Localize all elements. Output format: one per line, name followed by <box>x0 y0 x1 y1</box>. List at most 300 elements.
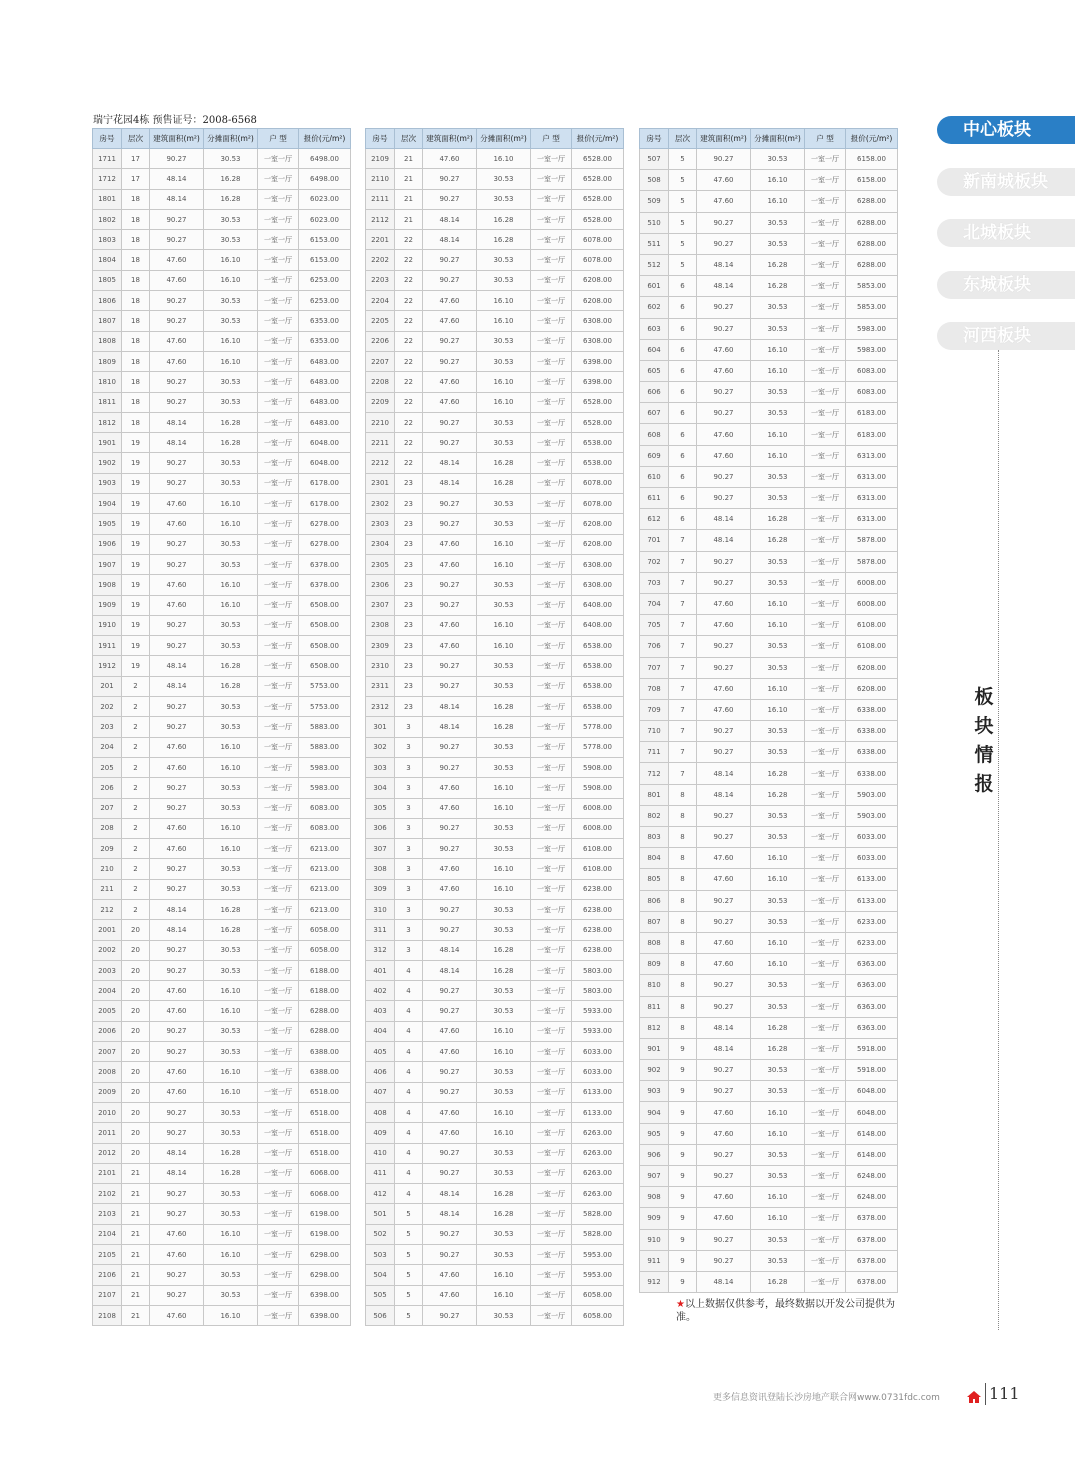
tab-center[interactable]: 中心板块 <box>937 116 1075 144</box>
table-cell: 30.53 <box>477 412 531 432</box>
table-cell: 6388.00 <box>299 1042 351 1062</box>
table-cell: 47.60 <box>697 869 751 890</box>
table-cell: 21 <box>122 1245 150 1265</box>
table-row <box>366 230 624 250</box>
table-cell: 6378.00 <box>846 1229 898 1250</box>
table-cell: 2010 <box>93 1102 122 1122</box>
table-cell: 47.60 <box>150 494 204 514</box>
table-cell: 90.27 <box>150 1285 204 1305</box>
table-cell: 47.60 <box>150 839 204 859</box>
column-header: 房号 <box>640 129 669 149</box>
column-header: 报价(元/m²) <box>846 129 898 149</box>
table-cell: 一室一厅 <box>531 940 572 960</box>
table-cell: 6108.00 <box>846 615 898 636</box>
table-cell: 19 <box>122 554 150 574</box>
table-cell: 5 <box>669 191 697 212</box>
table-row <box>366 737 624 757</box>
table-cell: 6183.00 <box>846 403 898 424</box>
table-cell: 16.28 <box>477 1184 531 1204</box>
table-cell: 90.27 <box>150 717 204 737</box>
table-cell: 208 <box>93 818 122 838</box>
table-cell: 6208.00 <box>846 678 898 699</box>
table-row <box>366 940 624 960</box>
table-cell: 一室一厅 <box>531 311 572 331</box>
table-cell: 6213.00 <box>299 839 351 859</box>
table-cell: 一室一厅 <box>531 291 572 311</box>
table-cell: 30.53 <box>751 1081 805 1102</box>
table-cell: 16.10 <box>204 981 258 1001</box>
table-cell: 708 <box>640 678 669 699</box>
table-cell: 505 <box>366 1285 395 1305</box>
table-cell: 47.60 <box>423 1102 477 1122</box>
table-cell: 6508.00 <box>299 636 351 656</box>
table-cell: 48.14 <box>697 763 751 784</box>
table-cell: 6033.00 <box>846 848 898 869</box>
table-cell: 30.53 <box>751 466 805 487</box>
table-cell: 90.27 <box>697 1081 751 1102</box>
table-cell: 47.60 <box>150 1062 204 1082</box>
table-cell: 511 <box>640 233 669 254</box>
table-cell: 48.14 <box>697 276 751 297</box>
table-cell: 16.28 <box>204 656 258 676</box>
table-cell: 6363.00 <box>846 996 898 1017</box>
table-row <box>640 149 898 170</box>
table-cell: 3 <box>395 737 423 757</box>
table-cell: 一室一厅 <box>258 1062 299 1082</box>
table-cell: 602 <box>640 297 669 318</box>
table-cell: 90.27 <box>150 311 204 331</box>
table-cell: 6308.00 <box>572 554 624 574</box>
table-cell: 2002 <box>93 940 122 960</box>
table-cell: 一室一厅 <box>531 1224 572 1244</box>
table-cell: 47.60 <box>423 1042 477 1062</box>
table-cell: 16.10 <box>477 372 531 392</box>
table-cell: 90.27 <box>697 742 751 763</box>
table-row <box>366 636 624 656</box>
table-cell: 一室一厅 <box>258 920 299 940</box>
table-cell: 一室一厅 <box>805 1229 846 1250</box>
table-cell: 5933.00 <box>572 1001 624 1021</box>
table-cell: 19 <box>122 433 150 453</box>
table-row <box>366 1021 624 1041</box>
table-cell: 一室一厅 <box>258 412 299 432</box>
table-cell: 6353.00 <box>299 311 351 331</box>
table-cell: 一室一厅 <box>258 656 299 676</box>
table-cell: 201 <box>93 676 122 696</box>
table-cell: 6288.00 <box>299 1001 351 1021</box>
table-cell: 90.27 <box>150 697 204 717</box>
table-row <box>366 818 624 838</box>
table-cell: 207 <box>93 798 122 818</box>
table-cell: 7 <box>669 530 697 551</box>
table-cell: 6498.00 <box>299 169 351 189</box>
table-cell: 6 <box>669 297 697 318</box>
table-row <box>366 514 624 534</box>
table-cell: 6378.00 <box>846 1271 898 1292</box>
table-cell: 30.53 <box>751 382 805 403</box>
table-cell: 22 <box>395 311 423 331</box>
table-cell: 一室一厅 <box>531 372 572 392</box>
table-cell: 6538.00 <box>572 453 624 473</box>
table-cell: 1910 <box>93 615 122 635</box>
table-cell: 5983.00 <box>299 757 351 777</box>
table-row <box>640 276 898 297</box>
table-cell: 一室一厅 <box>258 981 299 1001</box>
tab-beicheng[interactable]: 北城板块 <box>937 219 1075 247</box>
table-cell: 30.53 <box>477 1163 531 1183</box>
table-row <box>93 1245 351 1265</box>
table-cell: 901 <box>640 1038 669 1059</box>
table-cell: 603 <box>640 318 669 339</box>
table-cell: 2001 <box>93 920 122 940</box>
table-cell: 2109 <box>366 149 395 169</box>
table-cell: 805 <box>640 869 669 890</box>
table-cell: 6508.00 <box>299 656 351 676</box>
table-cell: 21 <box>122 1305 150 1325</box>
table-cell: 16.10 <box>477 311 531 331</box>
table-row <box>93 230 351 250</box>
table-cell: 30.53 <box>204 311 258 331</box>
table-cell: 90.27 <box>697 721 751 742</box>
table-row <box>640 212 898 233</box>
table-row <box>93 676 351 696</box>
table-cell: 90.27 <box>150 859 204 879</box>
table-cell: 一室一厅 <box>531 656 572 676</box>
table-cell: 6233.00 <box>846 911 898 932</box>
table-row <box>93 372 351 392</box>
table-cell: 48.14 <box>697 509 751 530</box>
table-cell: 一室一厅 <box>531 1102 572 1122</box>
table-cell: 48.14 <box>423 717 477 737</box>
table-cell: 一室一厅 <box>805 805 846 826</box>
table-row <box>93 1102 351 1122</box>
table-cell: 2202 <box>366 250 395 270</box>
table-cell: 6528.00 <box>572 392 624 412</box>
table-cell: 30.53 <box>751 911 805 932</box>
table-cell: 6308.00 <box>572 331 624 351</box>
table-cell: 30.53 <box>204 1184 258 1204</box>
table-cell: 5 <box>395 1285 423 1305</box>
table-cell: 47.60 <box>423 778 477 798</box>
table-cell: 22 <box>395 433 423 453</box>
table-cell: 90.27 <box>150 473 204 493</box>
table-cell: 4 <box>395 1062 423 1082</box>
table-cell: 16.28 <box>477 1204 531 1224</box>
table-cell: 16.28 <box>751 276 805 297</box>
table-cell: 6 <box>669 445 697 466</box>
table-row <box>93 189 351 209</box>
table-cell: 16.10 <box>477 1123 531 1143</box>
table-cell: 一室一厅 <box>258 331 299 351</box>
table-cell: 90.27 <box>423 270 477 290</box>
table-row <box>93 615 351 635</box>
table-cell: 6308.00 <box>572 575 624 595</box>
table-cell: 一室一厅 <box>531 1285 572 1305</box>
table-cell: 907 <box>640 1166 669 1187</box>
table-cell: 4 <box>395 1143 423 1163</box>
table-cell: 9 <box>669 1060 697 1081</box>
table-cell: 19 <box>122 615 150 635</box>
table-cell: 48.14 <box>150 676 204 696</box>
column-header: 层次 <box>669 129 697 149</box>
table-cell: 一室一厅 <box>531 981 572 1001</box>
table-cell: 30.53 <box>477 981 531 1001</box>
table-cell: 一室一厅 <box>531 798 572 818</box>
table-cell: 7 <box>669 699 697 720</box>
table-cell: 6 <box>669 488 697 509</box>
table-row <box>640 170 898 191</box>
table-cell: 47.60 <box>150 818 204 838</box>
table-cell: 6033.00 <box>846 827 898 848</box>
table-cell: 407 <box>366 1082 395 1102</box>
table-cell: 6398.00 <box>299 1305 351 1325</box>
table-cell: 6528.00 <box>572 189 624 209</box>
table-cell: 一室一厅 <box>805 551 846 572</box>
table-cell: 90.27 <box>423 1062 477 1082</box>
table-cell: 1806 <box>93 291 122 311</box>
table-cell: 48.14 <box>150 1143 204 1163</box>
table-cell: 47.60 <box>150 270 204 290</box>
table-cell: 一室一厅 <box>805 636 846 657</box>
table-cell: 6338.00 <box>846 742 898 763</box>
table-row <box>93 879 351 899</box>
table-cell: 16.28 <box>204 169 258 189</box>
table-cell: 4 <box>395 1102 423 1122</box>
table-cell: 510 <box>640 212 669 233</box>
table-cell: 30.53 <box>204 392 258 412</box>
table-cell: 20 <box>122 1143 150 1163</box>
table-row <box>93 717 351 737</box>
table-cell: 6208.00 <box>572 534 624 554</box>
table-cell: 90.27 <box>423 1163 477 1183</box>
table-row <box>93 331 351 351</box>
table-cell: 90.27 <box>423 169 477 189</box>
table-cell: 一室一厅 <box>258 169 299 189</box>
table-cell: 48.14 <box>423 697 477 717</box>
table-cell: 90.27 <box>423 737 477 757</box>
table-cell: 3 <box>395 920 423 940</box>
table-cell: 2108 <box>93 1305 122 1325</box>
table-cell: 16.28 <box>751 254 805 275</box>
house-logo-icon <box>966 1390 982 1403</box>
table-cell: 6378.00 <box>846 1208 898 1229</box>
table-cell: 90.27 <box>423 899 477 919</box>
table-cell: 6313.00 <box>846 509 898 530</box>
table-cell: 一室一厅 <box>258 230 299 250</box>
table-cell: 6313.00 <box>846 466 898 487</box>
table-cell: 47.60 <box>697 615 751 636</box>
table-cell: 一室一厅 <box>805 233 846 254</box>
table-cell: 90.27 <box>697 297 751 318</box>
table-cell: 16.10 <box>204 737 258 757</box>
table-cell: 48.14 <box>150 189 204 209</box>
table-cell: 8 <box>669 890 697 911</box>
table-cell: 30.53 <box>477 839 531 859</box>
table-cell: 30.53 <box>204 960 258 980</box>
table-cell: 6528.00 <box>572 169 624 189</box>
table-cell: 16.10 <box>204 270 258 290</box>
table-row <box>640 869 898 890</box>
tab-dongcheng[interactable]: 东城板块 <box>937 271 1075 299</box>
table-cell: 30.53 <box>204 859 258 879</box>
table-cell: 16.10 <box>751 170 805 191</box>
table-cell: 6198.00 <box>299 1224 351 1244</box>
tab-xinnancheng[interactable]: 新南城板块 <box>937 168 1075 196</box>
table-cell: 711 <box>640 742 669 763</box>
table-cell: 6183.00 <box>846 424 898 445</box>
table-cell: 6033.00 <box>572 1042 624 1062</box>
table-cell: 47.60 <box>423 534 477 554</box>
table-cell: 2110 <box>366 169 395 189</box>
table-row <box>366 757 624 777</box>
table-cell: 6238.00 <box>572 920 624 940</box>
table-cell: 803 <box>640 827 669 848</box>
table-cell: 5 <box>395 1224 423 1244</box>
table-cell: 412 <box>366 1184 395 1204</box>
table-row <box>640 551 898 572</box>
table-cell: 一室一厅 <box>531 1184 572 1204</box>
column-header: 户 型 <box>805 129 846 149</box>
table-cell: 307 <box>366 839 395 859</box>
table-cell: 3 <box>395 818 423 838</box>
table-row <box>366 1123 624 1143</box>
table-cell: 303 <box>366 757 395 777</box>
table-cell: 一室一厅 <box>258 494 299 514</box>
table-cell: 6208.00 <box>572 270 624 290</box>
table-cell: 16.28 <box>751 784 805 805</box>
table-cell: 5918.00 <box>846 1038 898 1059</box>
table-cell: 30.53 <box>751 721 805 742</box>
table-cell: 47.60 <box>150 737 204 757</box>
table-cell: 1902 <box>93 453 122 473</box>
table-cell: 16.10 <box>751 360 805 381</box>
table-cell: 18 <box>122 372 150 392</box>
table-row <box>366 920 624 940</box>
tab-hexi[interactable]: 河西板块 <box>937 322 1075 350</box>
table-cell: 90.27 <box>150 1021 204 1041</box>
table-cell: 一室一厅 <box>531 1123 572 1143</box>
table-row <box>366 778 624 798</box>
table-cell: 2301 <box>366 473 395 493</box>
table-cell: 18 <box>122 250 150 270</box>
table-cell: 6238.00 <box>572 879 624 899</box>
table-cell: 705 <box>640 615 669 636</box>
table-cell: 30.53 <box>477 656 531 676</box>
table-cell: 30.53 <box>751 996 805 1017</box>
table-cell: 48.14 <box>423 1204 477 1224</box>
table-cell: 47.60 <box>423 636 477 656</box>
table-cell: 4 <box>395 1184 423 1204</box>
table-cell: 604 <box>640 339 669 360</box>
table-cell: 16.28 <box>477 473 531 493</box>
table-cell: 6023.00 <box>299 209 351 229</box>
region-tabs <box>937 116 1075 374</box>
table-row <box>366 1143 624 1163</box>
table-row <box>640 382 898 403</box>
table-cell: 一室一厅 <box>531 230 572 250</box>
table-cell: 一室一厅 <box>531 778 572 798</box>
table-cell: 47.60 <box>423 615 477 635</box>
table-cell: 6338.00 <box>846 721 898 742</box>
table-cell: 1808 <box>93 331 122 351</box>
table-cell: 一室一厅 <box>805 170 846 191</box>
table-cell: 一室一厅 <box>531 189 572 209</box>
table-row <box>640 254 898 275</box>
table-cell: 一室一厅 <box>805 191 846 212</box>
table-cell: 2312 <box>366 697 395 717</box>
table-cell: 一室一厅 <box>531 331 572 351</box>
table-cell: 605 <box>640 360 669 381</box>
table-cell: 6508.00 <box>299 615 351 635</box>
table-cell: 一室一厅 <box>531 717 572 737</box>
table-cell: 6308.00 <box>572 311 624 331</box>
section-char: 报 <box>974 773 994 795</box>
table-row <box>366 372 624 392</box>
column-header: 建筑面积(m²) <box>423 129 477 149</box>
table-cell: 5883.00 <box>299 737 351 757</box>
table-cell: 16.10 <box>204 1082 258 1102</box>
table-cell: 6148.00 <box>846 1144 898 1165</box>
table-cell: 47.60 <box>423 1285 477 1305</box>
table-cell: 702 <box>640 551 669 572</box>
table-cell: 一室一厅 <box>805 890 846 911</box>
table-cell: 一室一厅 <box>805 827 846 848</box>
table-row <box>366 697 624 717</box>
table-cell: 30.53 <box>204 372 258 392</box>
table-cell: 90.27 <box>423 839 477 859</box>
table-cell: 9 <box>669 1208 697 1229</box>
table-cell: 90.27 <box>150 1102 204 1122</box>
table-cell: 一室一厅 <box>805 1250 846 1271</box>
table-cell: 607 <box>640 403 669 424</box>
table-row <box>93 636 351 656</box>
table-cell: 30.53 <box>477 514 531 534</box>
table-cell: 47.60 <box>423 1123 477 1143</box>
table-cell: 16.28 <box>204 433 258 453</box>
table-cell: 2111 <box>366 189 395 209</box>
table-cell: 19 <box>122 534 150 554</box>
table-cell: 9 <box>669 1144 697 1165</box>
table-cell: 48.14 <box>697 254 751 275</box>
table-cell: 9 <box>669 1187 697 1208</box>
table-cell: 6 <box>669 276 697 297</box>
table-cell: 一室一厅 <box>531 1042 572 1062</box>
table-cell: 6363.00 <box>846 954 898 975</box>
table-cell: 912 <box>640 1271 669 1292</box>
table-cell: 16.10 <box>204 494 258 514</box>
table-cell: 47.60 <box>150 514 204 534</box>
table-cell: 90.27 <box>423 1082 477 1102</box>
table-cell: 6313.00 <box>846 488 898 509</box>
table-cell: 302 <box>366 737 395 757</box>
table-cell: 一室一厅 <box>531 818 572 838</box>
table-cell: 23 <box>395 676 423 696</box>
table-row <box>366 1001 624 1021</box>
table-row <box>93 656 351 676</box>
table-cell: 16.10 <box>204 839 258 859</box>
table-row <box>640 784 898 805</box>
table-cell: 211 <box>93 879 122 899</box>
table-cell: 一室一厅 <box>258 757 299 777</box>
table-cell: 5983.00 <box>846 339 898 360</box>
table-cell: 30.53 <box>204 149 258 169</box>
table-cell: 2 <box>122 899 150 919</box>
table-cell: 16.28 <box>204 189 258 209</box>
table-row <box>93 270 351 290</box>
table-cell: 一室一厅 <box>531 1305 572 1325</box>
table-cell: 90.27 <box>150 1204 204 1224</box>
table-cell: 5903.00 <box>846 784 898 805</box>
